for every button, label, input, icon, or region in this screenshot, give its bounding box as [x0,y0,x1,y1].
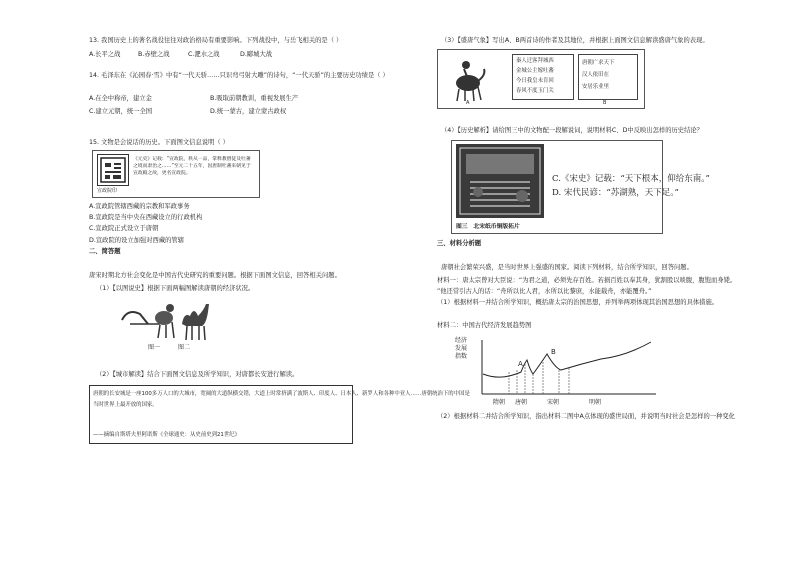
banknote-rubbing-image [456,144,544,218]
section2-intro: 唐宋时期北方社会变化是中国古代史研究的重要问题。根据下面图文信息，回答相关问题。 [89,272,341,279]
x-label-ming: 明朝 [589,399,602,406]
q15-option-c: C.宣政院正式设立于唐朝 [89,225,159,232]
material-c: C.《宋史》记载：“天下根本，仰给东南。” [552,174,710,184]
seal-caption: 宣政院印 [97,188,118,194]
economic-trend-chart [451,334,661,406]
sub4-figure [451,140,710,234]
label-a: A [466,100,470,106]
sub3-question: （3）【盛唐气象】写出A、B两首诗的作者及其地位，并根据上面图文信息解读盛唐气象的表现。 [441,37,709,44]
q13-option-c: C.淝水之战 [188,51,220,58]
q13-option-a: A.长平之战 [89,51,121,58]
q14-option-a: A.在全中称帝，建立金 [89,95,152,102]
poem-a-box [512,54,574,100]
section2-title: 二、简答题 [89,248,121,255]
q15-option-a: A.宣政院管辖西藏的宗教和军政事务 [89,203,190,210]
annotation-a: A [518,360,523,368]
q13-stem: 13. 我国历史上的著名战役往往对政治格局有重要影响。下列战役中，与岳飞相关的是（ ） [89,37,343,44]
poem-b-line-1: 唐朝广求天下 [582,60,615,66]
material1-question: （1）根据材料一并结合所学知识，概括唐太宗的治国思想，并列举两项体现其治国思想的具体措施。 [437,299,719,306]
q14-option-d: D.统一蒙古，建立蒙古政权 [210,108,287,115]
label-b: B [603,100,607,106]
poem-a-line-2: 金城公主嫁吐蕃 [516,68,554,74]
ylabel-line-1: 经济 [455,337,468,344]
x-label-tang: 唐朝 [515,399,528,406]
seal-description: 《元史》记载：“宣政院，秩从一品，掌释教僧徒及吐蕃之境而隶治之……”至元二十五年，因唐制吐蕃来朝见于宣政殿之故，更名宣政院。 [133,157,251,176]
poem-b-line-2: 汉人依旧在 [582,72,609,78]
poem-a-line-4: 春风不度玉门关 [516,88,554,94]
section3-intro: 唐朝社会繁荣兴盛，是当时世界上强盛的国家。阅读下列材料，结合所学知识，回答问题。 [441,264,693,271]
material-d: D. 宋代民谚：“苏湖熟，天下足。” [552,188,679,198]
ylabel-line-2: 发展 [455,345,468,352]
sub4-question: （4）【历史解析】请给图三中的文物配一段解说词，说明材料C、D中反映出怎样的历史结论？ [441,127,703,134]
quote-line-2: 当时世界上最开放的国家。 [93,402,158,408]
poem-a-line-1: 秦人迁客拜城西 [516,58,554,64]
poem-b-line-3: 安居乐业里 [582,84,609,90]
camel-figure [178,298,212,342]
plough-figure [120,298,180,342]
material2-question: （2）根据材料二并结合所学知识，指出材料二图中A点体现的盛世局面，并说明当时社会是怎样的一种变化 [437,413,735,420]
material1-line-1: 材料一：唐太宗曾对大臣说：“为君之道，必须先存百姓。若损百姓以奉其身，犹割股以啖腹，腹饱而身毙。 [437,277,737,284]
q13-option-d: D.郾城大战 [240,51,273,58]
poem-a-line-3: 今日我皇未肯回 [516,78,554,84]
annotation-b: B [551,348,556,356]
q15-option-b: B.宣政院是当中央在西藏设立的行政机构 [89,214,203,221]
x-label-sui: 隋朝 [493,399,506,406]
q14-option-b: B.吸取前朝教训，重视发展生产 [210,95,299,102]
trend-line [483,342,651,377]
q15-figure [92,150,260,198]
fig1-label: 图一 [148,344,161,351]
poem-b-box [578,54,638,100]
q13-option-b: B.赤壁之战 [138,51,170,58]
q15-option-d: D.宣政院的设立加强对西藏的管辖 [89,237,185,244]
quote-box [89,385,470,444]
q15-stem: 15. 文物是会说话的历史。下面图文信息说明（ ） [89,139,229,146]
rider-image [444,53,494,103]
q14-stem: 14. 毛泽东在《沁园春·雪》中有“一代天骄……只识弯弓射大雕”的诗句，“一代天骄”的主要历史功绩是（ ） [89,72,389,79]
fig3-caption: 图三 北宋纸币铜版拓片 [456,224,520,230]
x-label-song: 宋朝 [547,399,560,406]
sub2-question: （2）【城市解读】结合下面图文信息及所学知识，对唐都长安进行解读。 [96,371,299,378]
material2-title: 材料二：中国古代经济发展趋势图 [437,322,532,329]
sub1-question: （1）【以图说史】根据下面两幅图解读唐朝的经济状况。 [96,285,255,292]
quote-line-1: 唐朝的长安城是一座100多万人口的大城市，宽阔的大道纵横交错，大道上时常挤满了波斯人、印度人、日本人、新罗人和各种中亚人……唐朝统治下的中国是 [93,391,470,397]
sub3-figure [437,49,645,109]
seal-image [97,154,129,186]
ylabel-line-3: 指数 [455,353,468,360]
material1-line-2: ”他还常引古人的话：“舟所以比人君，水所以比黎庶，水能载舟，亦能覆舟。” [437,288,652,295]
section3-title: 三、材料分析题 [437,240,482,247]
quote-source: ——摘编自斯塔夫里阿诺斯《全球通史：从史前史到21世纪》 [93,432,241,438]
fig2-label: 图二 [178,344,191,351]
q14-option-c: C.建立元朝，统一全国 [89,108,153,115]
